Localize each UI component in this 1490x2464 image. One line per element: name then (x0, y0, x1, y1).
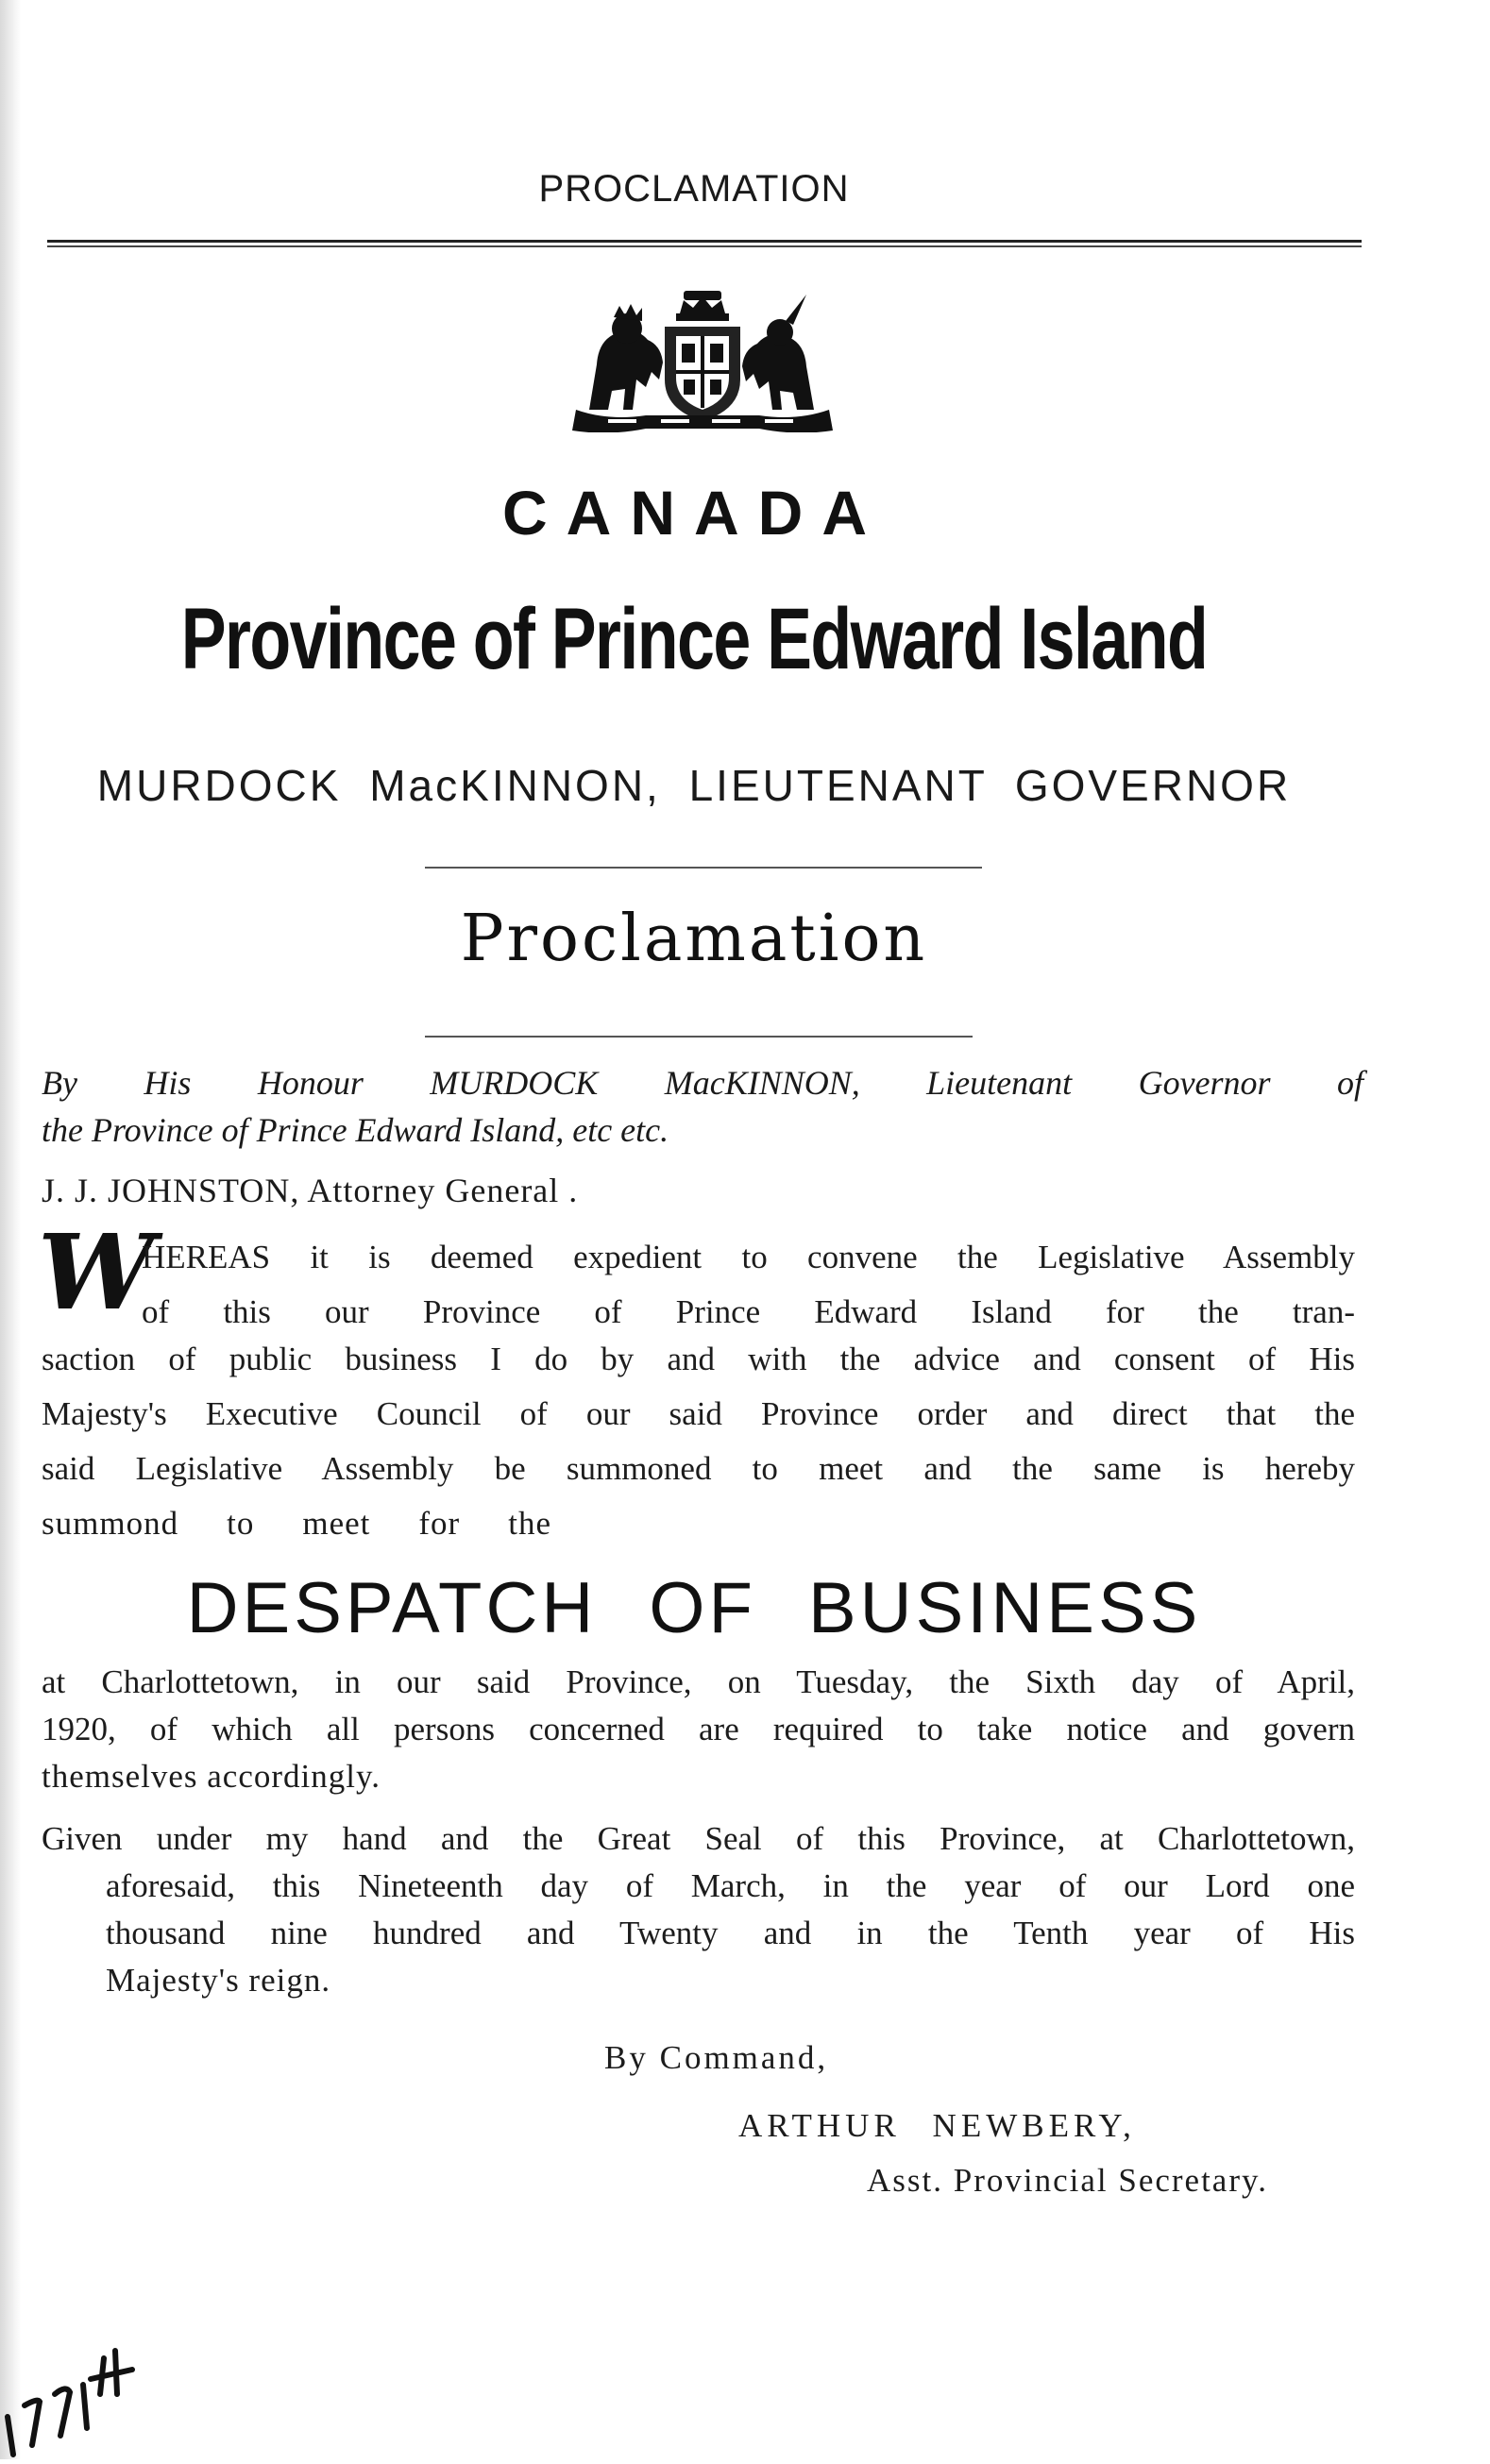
whereas-line: saction of public business I do by and with the advice and consent of His (42, 1341, 1355, 1377)
signatory-name: ARTHUR NEWBERY, (738, 2107, 1136, 2144)
whereas-line: of this our Province of Prince Edward Island for the tran- (142, 1293, 1355, 1330)
given-line: Given under my hand and the Great Seal of this Province, at Charlottetown, (42, 1820, 1355, 1857)
proclamation-title: Proclamation (460, 902, 928, 976)
given-line: Majesty's reign. (106, 1962, 331, 1999)
signatory-role: Asst. Provincial Secretary. (867, 2162, 1268, 2199)
province-heading: Province of Prince Edward Island (180, 591, 1208, 687)
preamble-line-1: By His Honour MURDOCK MacKINNON, Lieutenant Governor of (42, 1064, 1363, 1102)
whereas-line: HEREAS it is deemed expedient to convene the Legislative Assembly (142, 1239, 1355, 1275)
details-line: 1920, of which all persons concerned are required to take notice and govern (42, 1711, 1355, 1747)
header-double-rule (47, 240, 1362, 247)
despatch-heading: DESPATCH OF BUSINESS (186, 1568, 1202, 1648)
attorney-general-line: J. J. JOHNSTON, Attorney General . (42, 1172, 579, 1209)
details-line: themselves accordingly. (42, 1758, 381, 1795)
given-line: aforesaid, this Nineteenth day of March, in the year of our Lord one (106, 1867, 1355, 1904)
page-edge-shadow (0, 0, 21, 2459)
whereas-line: said Legislative Assembly be summoned to meet and the same is hereby (42, 1450, 1355, 1487)
whereas-line: Majesty's Executive Council of our said Province order and direct that the (42, 1395, 1355, 1432)
details-line: at Charlottetown, in our said Province, on Tuesday, the Sixth day of April, (42, 1663, 1355, 1700)
handwritten-annotation (0, 2304, 151, 2464)
country-heading: CANADA (502, 478, 886, 548)
given-line: thousand nine hundred and Twenty and in the Tenth year of His (106, 1915, 1355, 1951)
dropcap-letter: W (38, 1211, 155, 1333)
page-header-title: PROCLAMATION (538, 168, 850, 210)
royal-coat-of-arms-icon (570, 289, 835, 432)
by-command-line: By Command, (604, 2039, 829, 2076)
whereas-line: summond to meet for the (42, 1505, 551, 1542)
divider-upper (425, 867, 982, 869)
lieutenant-governor-line: MURDOCK MacKINNON, LIEUTENANT GOVERNOR (96, 761, 1292, 810)
preamble-line-2: the Province of Prince Edward Island, etc etc. (42, 1111, 669, 1149)
divider-lower (425, 1036, 973, 1038)
